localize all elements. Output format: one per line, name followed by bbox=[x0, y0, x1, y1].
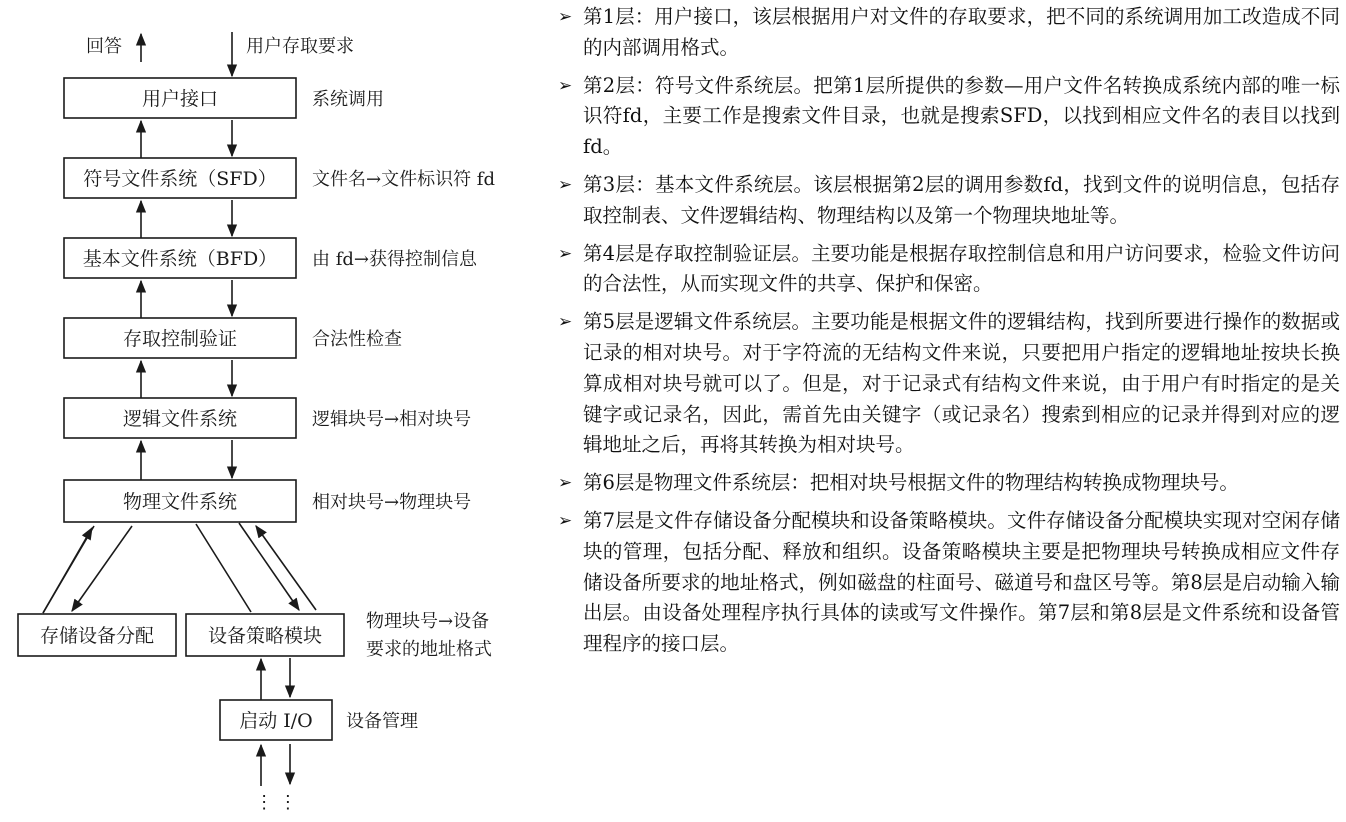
answer-label: 回答 bbox=[86, 36, 122, 57]
user-request-label: 用户存取要求 bbox=[246, 36, 354, 57]
logical-fs-label: 逻辑文件系统 bbox=[122, 408, 238, 430]
symbolic-fs-label: 符号文件系统（SFD） bbox=[83, 168, 277, 190]
file-system-layer-diagram bbox=[0, 0, 560, 822]
logical-fs-note: 逻辑块号→相对块号 bbox=[312, 409, 472, 430]
layer-description-list bbox=[556, 2, 1340, 667]
bullet-icon: ➢ bbox=[558, 243, 573, 264]
branch-arrow-policy bbox=[239, 523, 299, 610]
basic-fs-note: 由 fd→获得控制信息 bbox=[312, 249, 477, 270]
layer-4-text: 第4层是存取控制验证层。主要功能是根据存取控制信息和用户访问要求，检验文件访问的合法性，从而实现文件的共享、保护和保密。 bbox=[583, 241, 1340, 296]
physical-fs-label: 物理文件系统 bbox=[122, 491, 238, 513]
layer-2-note bbox=[556, 71, 1340, 163]
bullet-icon: ➢ bbox=[558, 174, 573, 195]
bullet-icon: ➢ bbox=[558, 75, 573, 96]
layer-5-note bbox=[556, 307, 1340, 461]
layer-3-text: 第3层：基本文件系统层。该层根据第2层的调用参数fd，找到文件的说明信息，包括存取控制表、文件逻辑结构、物理结构以及第一个物理块地址等。 bbox=[583, 172, 1340, 227]
layer-6-note bbox=[556, 468, 1340, 499]
continuation-dots: ⋮ ⋮ bbox=[255, 792, 297, 813]
start-io-note: 设备管理 bbox=[346, 711, 418, 732]
physical-fs-note: 相对块号→物理块号 bbox=[312, 492, 472, 513]
layer-5-text: 第5层是逻辑文件系统层。主要功能是根据文件的逻辑结构，找到所要进行操作的数据或记录的相对块号。对于字符流的无结构文件来说，只要把用户指定的逻辑地址按块长换算成相对块号就可以了。但是，对于记录式有结构文件来说，由于用户有时指定的是关键字或记录名，因此，需首先由关键字（或记录名）搜索到相应的记录并得到对应的逻辑地址之后，再将其转换为相对块号。 bbox=[583, 310, 1340, 457]
branch-line-policy bbox=[196, 524, 251, 612]
bullet-icon: ➢ bbox=[558, 510, 573, 531]
layer-3-note bbox=[556, 170, 1340, 232]
device-policy-label: 设备策略模块 bbox=[207, 625, 323, 647]
start-io-label: 启动 I/O bbox=[239, 710, 313, 732]
bullet-icon: ➢ bbox=[558, 312, 573, 333]
basic-fs-label: 基本文件系统（BFD） bbox=[82, 248, 278, 270]
user-interface-note: 系统调用 bbox=[312, 89, 384, 110]
user-interface-label: 用户接口 bbox=[141, 88, 219, 110]
layer-1-note bbox=[556, 2, 1340, 64]
device-policy-note-1: 物理块号→设备 bbox=[366, 611, 490, 632]
branch-arrow-storage bbox=[72, 526, 132, 611]
access-control-note: 合法性检查 bbox=[312, 329, 402, 350]
storage-allocation-label: 存储设备分配 bbox=[39, 625, 155, 647]
bullet-icon: ➢ bbox=[558, 473, 573, 494]
device-policy-note-2: 要求的地址格式 bbox=[366, 639, 492, 660]
bullet-icon: ➢ bbox=[558, 7, 573, 27]
layer-7-8-text: 第7层是文件存储设备分配模块和设备策略模块。文件存储设备分配模块实现对空闲存储块的管理，包括分配、释放和组织。设备策略模块主要是把物理块号转换成相应文件存储设备所要求的地址格式，例如磁盘的柱面号、磁道号和盘区号等。第8层是启动输入输出层。由设备处理程序执行具体的读或写文件操作。第7层和第8层是文件系统和设备管理程序的接口层。 bbox=[583, 508, 1340, 656]
branch-arrow-up-from-policy bbox=[256, 526, 316, 610]
branch-arrow-up-from-storage bbox=[43, 528, 92, 613]
layer-7-8-note bbox=[556, 506, 1340, 660]
layer-2-text: 第2层：符号文件系统层。把第1层所提供的参数—用户文件名转换成系统内部的唯一标识符fd，主要工作是搜索文件目录，也就是搜索SFD，以找到相应文件名的表目以找到fd。 bbox=[583, 73, 1340, 159]
access-control-label: 存取控制验证 bbox=[122, 328, 238, 350]
layer-4-note bbox=[556, 239, 1340, 301]
layer-6-text: 第6层是物理文件系统层：把相对块号根据文件的物理结构转换成物理块号。 bbox=[583, 471, 1239, 495]
layer-1-text: 第1层：用户接口，该层根据用户对文件的存取要求，把不同的系统调用加工改造成不同的内部调用格式。 bbox=[583, 5, 1340, 59]
symbolic-fs-note: 文件名→文件标识符 fd bbox=[312, 169, 495, 190]
